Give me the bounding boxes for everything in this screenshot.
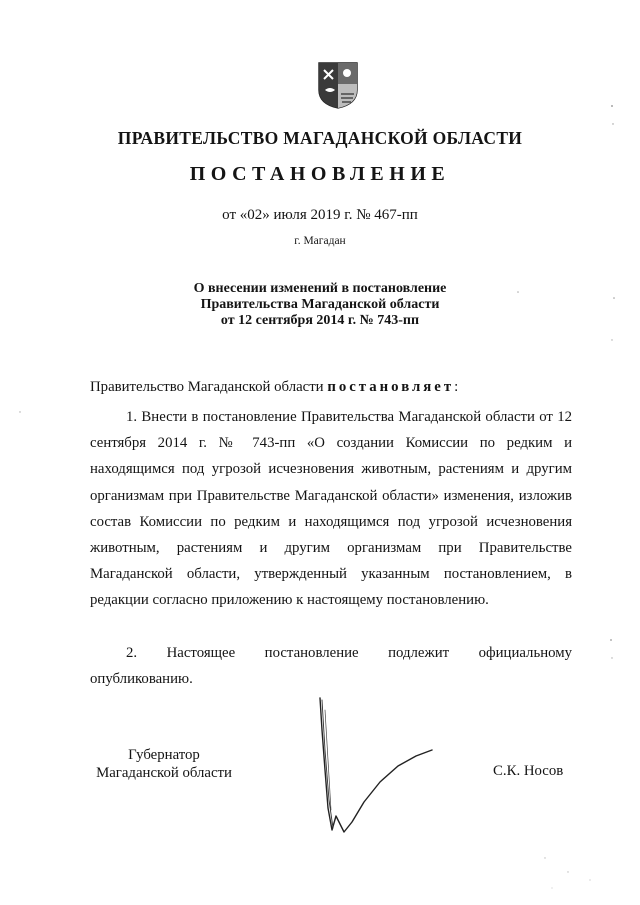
- subject-line: от 12 сентября 2014 г. № 743-пп: [220, 313, 420, 328]
- enacting-clause: [90, 379, 572, 396]
- handwritten-signature-icon: [312, 690, 442, 840]
- enacting-clause-prefix: Правительство Магаданской области: [90, 379, 328, 395]
- paragraph-1: 1. Внести в постановление Правительства Магаданской области от 12 сентября 2014 г. № 743-пп «О создании Комиссии по редким и находящимся под угрозой исчезновения животным, растениям и другим организмам при Правительстве Магаданской области» изменения, изложив состав Комиссии по редким и находящимся под угрозой исчезновения животным, растениям и другим организмам при Правительстве Магаданской области, утвержденный указанным постановлением, в редакции согласно приложению к настоящему постановлению.: [90, 409, 572, 609]
- subject-line: О внесении изменений в постановление: [193, 281, 447, 296]
- signer-name: С.К. Носов: [493, 763, 564, 779]
- enacting-keyword: постановляет: [327, 379, 455, 395]
- document-type: ПОСТАНОВЛЕНИЕ: [189, 163, 451, 185]
- organization-title: ПРАВИТЕЛЬСТВО МАГАДАНСКОЙ ОБЛАСТИ: [117, 128, 523, 148]
- document-subject: [0, 281, 640, 329]
- document-city: г. Магадан: [294, 235, 346, 247]
- subject-line: Правительства Магаданской области: [200, 297, 440, 312]
- enacting-clause-suffix: :: [454, 379, 459, 395]
- position-line: Губернатор: [128, 747, 200, 763]
- signatory-position: [92, 746, 236, 782]
- document-date-number: от «02» июля 2019 г. № 467-пп: [222, 207, 418, 223]
- coat-of-arms-icon: [316, 60, 360, 110]
- paragraph-2: 2. Настоящее постановление подлежит официальному опубликованию.: [90, 645, 572, 688]
- position-line: Магаданской области: [96, 765, 232, 781]
